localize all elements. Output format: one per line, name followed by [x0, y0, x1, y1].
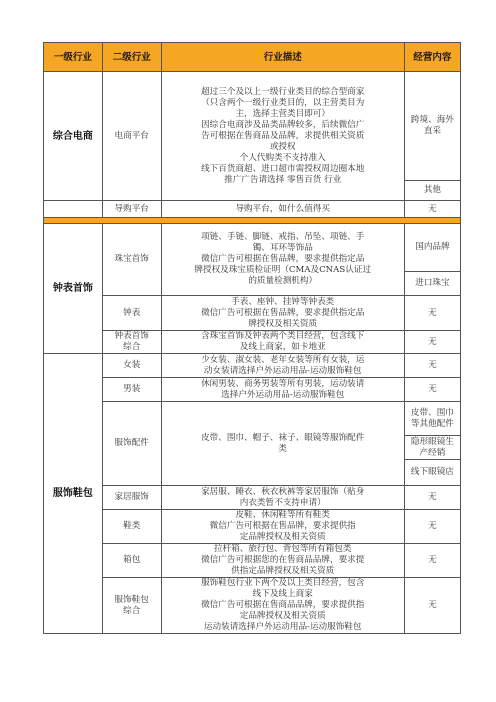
scope-cell: 线下眼镜店 [404, 460, 460, 486]
scope-cell: 无 [404, 331, 460, 354]
scope-cell: 无 [404, 378, 460, 402]
scope-cell: 无 [404, 544, 460, 578]
description-cell: 家居服、睡衣、秋衣秋裤等家居服饰（贴身 内衣类暂不支持申请） [161, 486, 404, 510]
scope-cell: 其他 [404, 181, 460, 201]
subcategory-cell: 箱包 [102, 544, 161, 578]
table-row [44, 331, 461, 354]
table-row [44, 354, 461, 378]
subcategory-cell: 鞋类 [102, 510, 161, 544]
scope-cell: 无 [404, 354, 460, 378]
subcategory-cell: 家居服饰 [102, 486, 161, 510]
scope-cell: 隐形眼镜生产经销 [404, 436, 460, 460]
category-spacer [44, 201, 103, 218]
subcategory-cell: 服饰鞋包 综合 [102, 578, 161, 634]
scope-cell: 无 [404, 578, 460, 634]
description-cell: 皮带、围巾、帽子、袜子、眼镜等服饰配件 类 [161, 402, 404, 486]
header-l2: 二级行业 [102, 43, 161, 72]
subcategory-cell: 珠宝首饰 [102, 224, 161, 296]
subcategory-cell: 电商平台 [102, 72, 161, 201]
subcategory-cell: 女装 [102, 354, 161, 378]
scope-cell: 无 [404, 510, 460, 544]
category-jewelry: 钟表首饰 [44, 224, 103, 354]
table-row [44, 72, 461, 181]
table-row [44, 224, 461, 272]
scope-cell: 进口珠宝 [404, 272, 460, 296]
description-cell: 休闲男装、商务男装等所有男装，运动装请 选择户外运动用品-运动服饰鞋包 [161, 378, 404, 402]
description-cell: 手表、座钟、挂钟等钟表类 微信广告可根据在售品牌，要求提供指定品 牌授权及相关资质 [161, 296, 404, 331]
description-cell: 超过三个及以上一级行业类目的综合型商家 （只含两个一级行业类目的，以主营类目为 主，选择主营类目即可） 因综合电商涉及品类品牌较多，后续微信广 告可根据在售商品及品牌，求提供相关资质 或授权 个人代购类不支持准入 线下百货商超、进口超市需授权周边圈本地 推广广告请选择 零售百货 行业 [161, 72, 404, 201]
scope-cell: 无 [404, 201, 460, 218]
category-ecommerce: 综合电商 [44, 72, 103, 201]
table-row [44, 578, 461, 634]
category-apparel: 服饰鞋包 [44, 354, 103, 634]
description-cell: 拉杆箱、旅行包、背包等所有箱包类 微信广告可根据您的在售商品品牌，要求提 供指定品牌授权及相关资质 [161, 544, 404, 578]
subcategory-cell: 钟表 [102, 296, 161, 331]
table-row [44, 201, 461, 218]
description-cell: 皮鞋、休闲鞋等所有鞋类 微信广告可根据在售品牌，要求提供指 定品牌授权及相关资质 [161, 510, 404, 544]
scope-cell: 无 [404, 486, 460, 510]
table-row [44, 378, 461, 402]
table-row [44, 486, 461, 510]
header-l1: 一级行业 [44, 43, 103, 72]
description-cell: 服饰鞋包行业下两个及以上类目经营，包含 线下及线上商家 微信广告可根据在售商品品牌，要求提供指 定品牌授权及相关资质 运动装请选择户外运动用品-运动服饰鞋包 [161, 578, 404, 634]
subcategory-cell: 男装 [102, 378, 161, 402]
scope-cell: 皮带、围巾等其他配件 [404, 402, 460, 436]
table-row [44, 402, 461, 436]
header-scope: 经营内容 [404, 43, 460, 72]
table-row [44, 510, 461, 544]
scope-cell: 国内品牌 [404, 224, 460, 272]
table-row [44, 296, 461, 331]
subcategory-cell: 钟表首饰 综合 [102, 331, 161, 354]
table-row [44, 544, 461, 578]
header-row [44, 43, 461, 72]
subcategory-cell: 导购平台 [102, 201, 161, 218]
description-cell: 项链、手链、脚链、戒指、吊坠、项链、手 镯、耳环等饰品 微信广告可根据在售品牌，要求提供指定品 牌授权及珠宝质检证明（CMA及CNAS认证过 的质量检测机构） [161, 224, 404, 296]
description-cell: 含珠宝首饰及钟表两个类目经营，包含线下 及线上商家，如卡地亚 [161, 331, 404, 354]
scope-cell: 跨境、海外直采 [404, 72, 460, 181]
industry-table [43, 42, 461, 634]
description-cell: 少女装、淑女装、老年女装等所有女装，运 动女装请选择户外运动用品-运动服饰鞋包 [161, 354, 404, 378]
scope-cell: 无 [404, 296, 460, 331]
subcategory-cell: 服饰配件 [102, 402, 161, 486]
description-cell: 导购平台，如什么值得买 [161, 201, 404, 218]
header-desc: 行业描述 [161, 43, 404, 72]
